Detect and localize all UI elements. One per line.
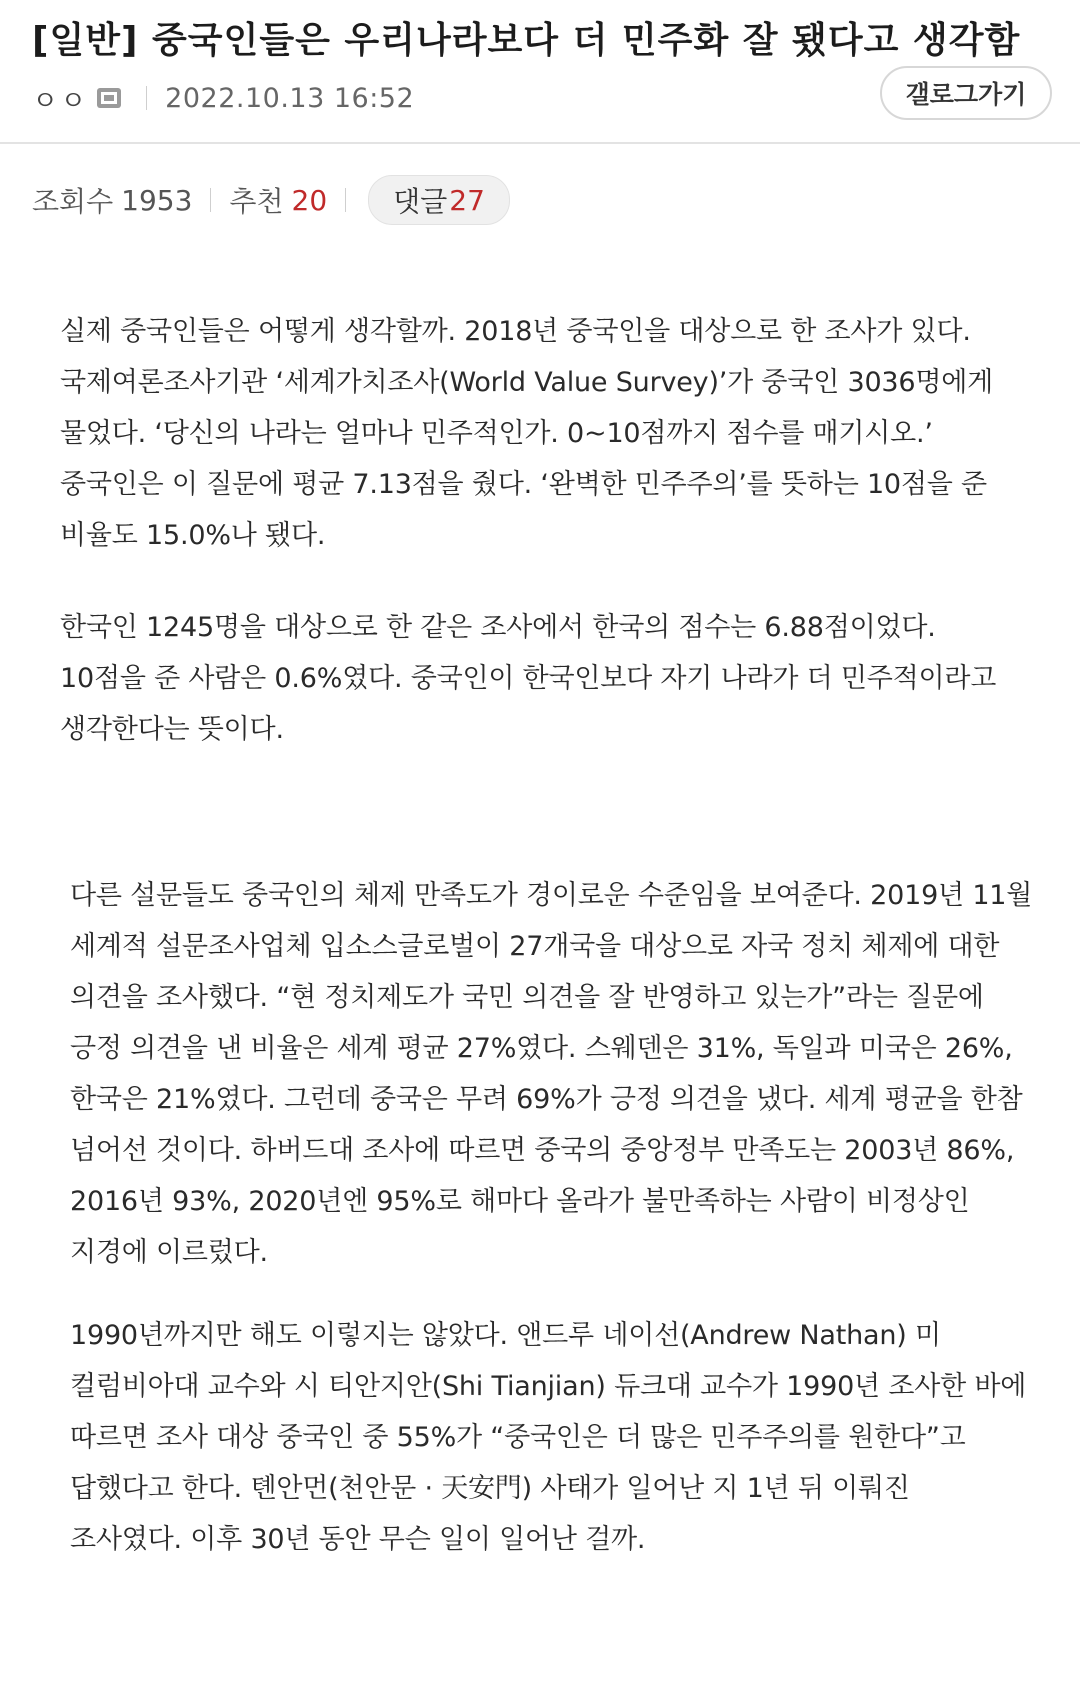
text-line: 세계적 설문조사업체 입소스글로벌이 27개국을 대상으로 자국 정치 체제에 대한 (70, 931, 1000, 962)
text-line: 따르면 조사 대상 중국인 중 55%가 “중국인은 더 많은 민주주의를 원한다”고 (70, 1422, 966, 1453)
views-label: 조회수 (32, 185, 114, 218)
text-line: 긍정 의견을 낸 비율은 세계 평균 27%였다. 스웨덴은 31%, 독일과 미국은 26%, (70, 1033, 1013, 1064)
text-line: 조사였다. 이후 30년 동안 무슨 일이 일어난 걸까. (70, 1524, 646, 1555)
post-header (0, 0, 1080, 144)
gallog-button[interactable]: 갤로그가기 (880, 66, 1052, 120)
author-name[interactable]: ㅇㅇ (32, 85, 89, 117)
meta-divider (146, 86, 147, 110)
post-meta (32, 78, 414, 118)
text-line: 지경에 이르렀다. (70, 1237, 268, 1268)
text-line: 10점을 준 사람은 0.6%였다. 중국인이 한국인보다 자기 나라가 더 민주적이라고 (60, 663, 997, 694)
post-stats (32, 176, 510, 224)
text-line: 의견을 조사했다. “현 정치제도가 국민 의견을 잘 반영하고 있는가”라는 질문에 (70, 982, 984, 1013)
text-line: 비율도 15.0%나 됐다. (60, 520, 326, 551)
text-line: 실제 중국인들은 어떻게 생각할까. 2018년 중국인을 대상으로 한 조사가 있다. (60, 316, 971, 347)
stats-divider (345, 188, 346, 212)
article-paragraph (70, 870, 1032, 1278)
recommend-count: 20 (291, 183, 328, 217)
views-count: 1953 (121, 183, 193, 217)
article-paragraph (60, 306, 993, 561)
comments-button[interactable] (368, 175, 510, 225)
text-line: 2016년 93%, 2020년엔 95%로 해마다 올라가 불만족하는 사람이 비정상인 (70, 1186, 970, 1217)
text-line: 한국인 1245명을 대상으로 한 같은 조사에서 한국의 점수는 6.88점이었다. (60, 612, 936, 643)
text-line: 물었다. ‘당신의 나라는 얼마나 민주적인가. 0~10점까지 점수를 매기시오.’ (60, 418, 933, 449)
text-line: 한국은 21%였다. 그런데 중국은 무려 69%가 긍정 의견을 냈다. 세계 평균을 한참 (70, 1084, 1023, 1115)
text-line: 1990년까지만 해도 이렇지는 않았다. 앤드루 네이선(Andrew Nathan) 미 (70, 1320, 941, 1351)
text-line: 다른 설문들도 중국인의 체제 만족도가 경이로운 수준임을 보여준다. 2019년 11월 (70, 880, 1033, 911)
post-title: [일반] 중국인들은 우리나라보다 더 민주화 잘 됐다고 생각함 (32, 20, 1021, 61)
recommend-label: 추천 (229, 185, 284, 218)
text-line: 답했다고 한다. 톈안먼(천안문 · 天安門) 사태가 일어난 지 1년 뒤 이뤄진 (70, 1473, 910, 1504)
comments-count: 27 (449, 183, 485, 217)
fixed-nick-icon[interactable] (96, 87, 122, 109)
text-line: 국제여론조사기관 ‘세계가치조사(World Value Survey)’가 중국인 3036명에게 (60, 367, 994, 398)
text-line: 컬럼비아대 교수와 시 티안지안(Shi Tianjian) 듀크대 교수가 1990년 조사한 바에 (70, 1371, 1027, 1402)
text-line: 넘어선 것이다. 하버드대 조사에 따르면 중국의 중앙정부 만족도는 2003년 86%, (70, 1135, 1015, 1166)
post-date: 2022.10.13 16:52 (165, 82, 415, 114)
article-paragraph (70, 1310, 1026, 1565)
text-line: 생각한다는 뜻이다. (60, 714, 284, 745)
comments-label: 댓글 (393, 185, 448, 218)
stats-divider (210, 188, 211, 212)
text-line: 중국인은 이 질문에 평균 7.13점을 줬다. ‘완벽한 민주주의’를 뜻하는 10점을 준 (60, 469, 987, 500)
article-paragraph (60, 602, 996, 755)
